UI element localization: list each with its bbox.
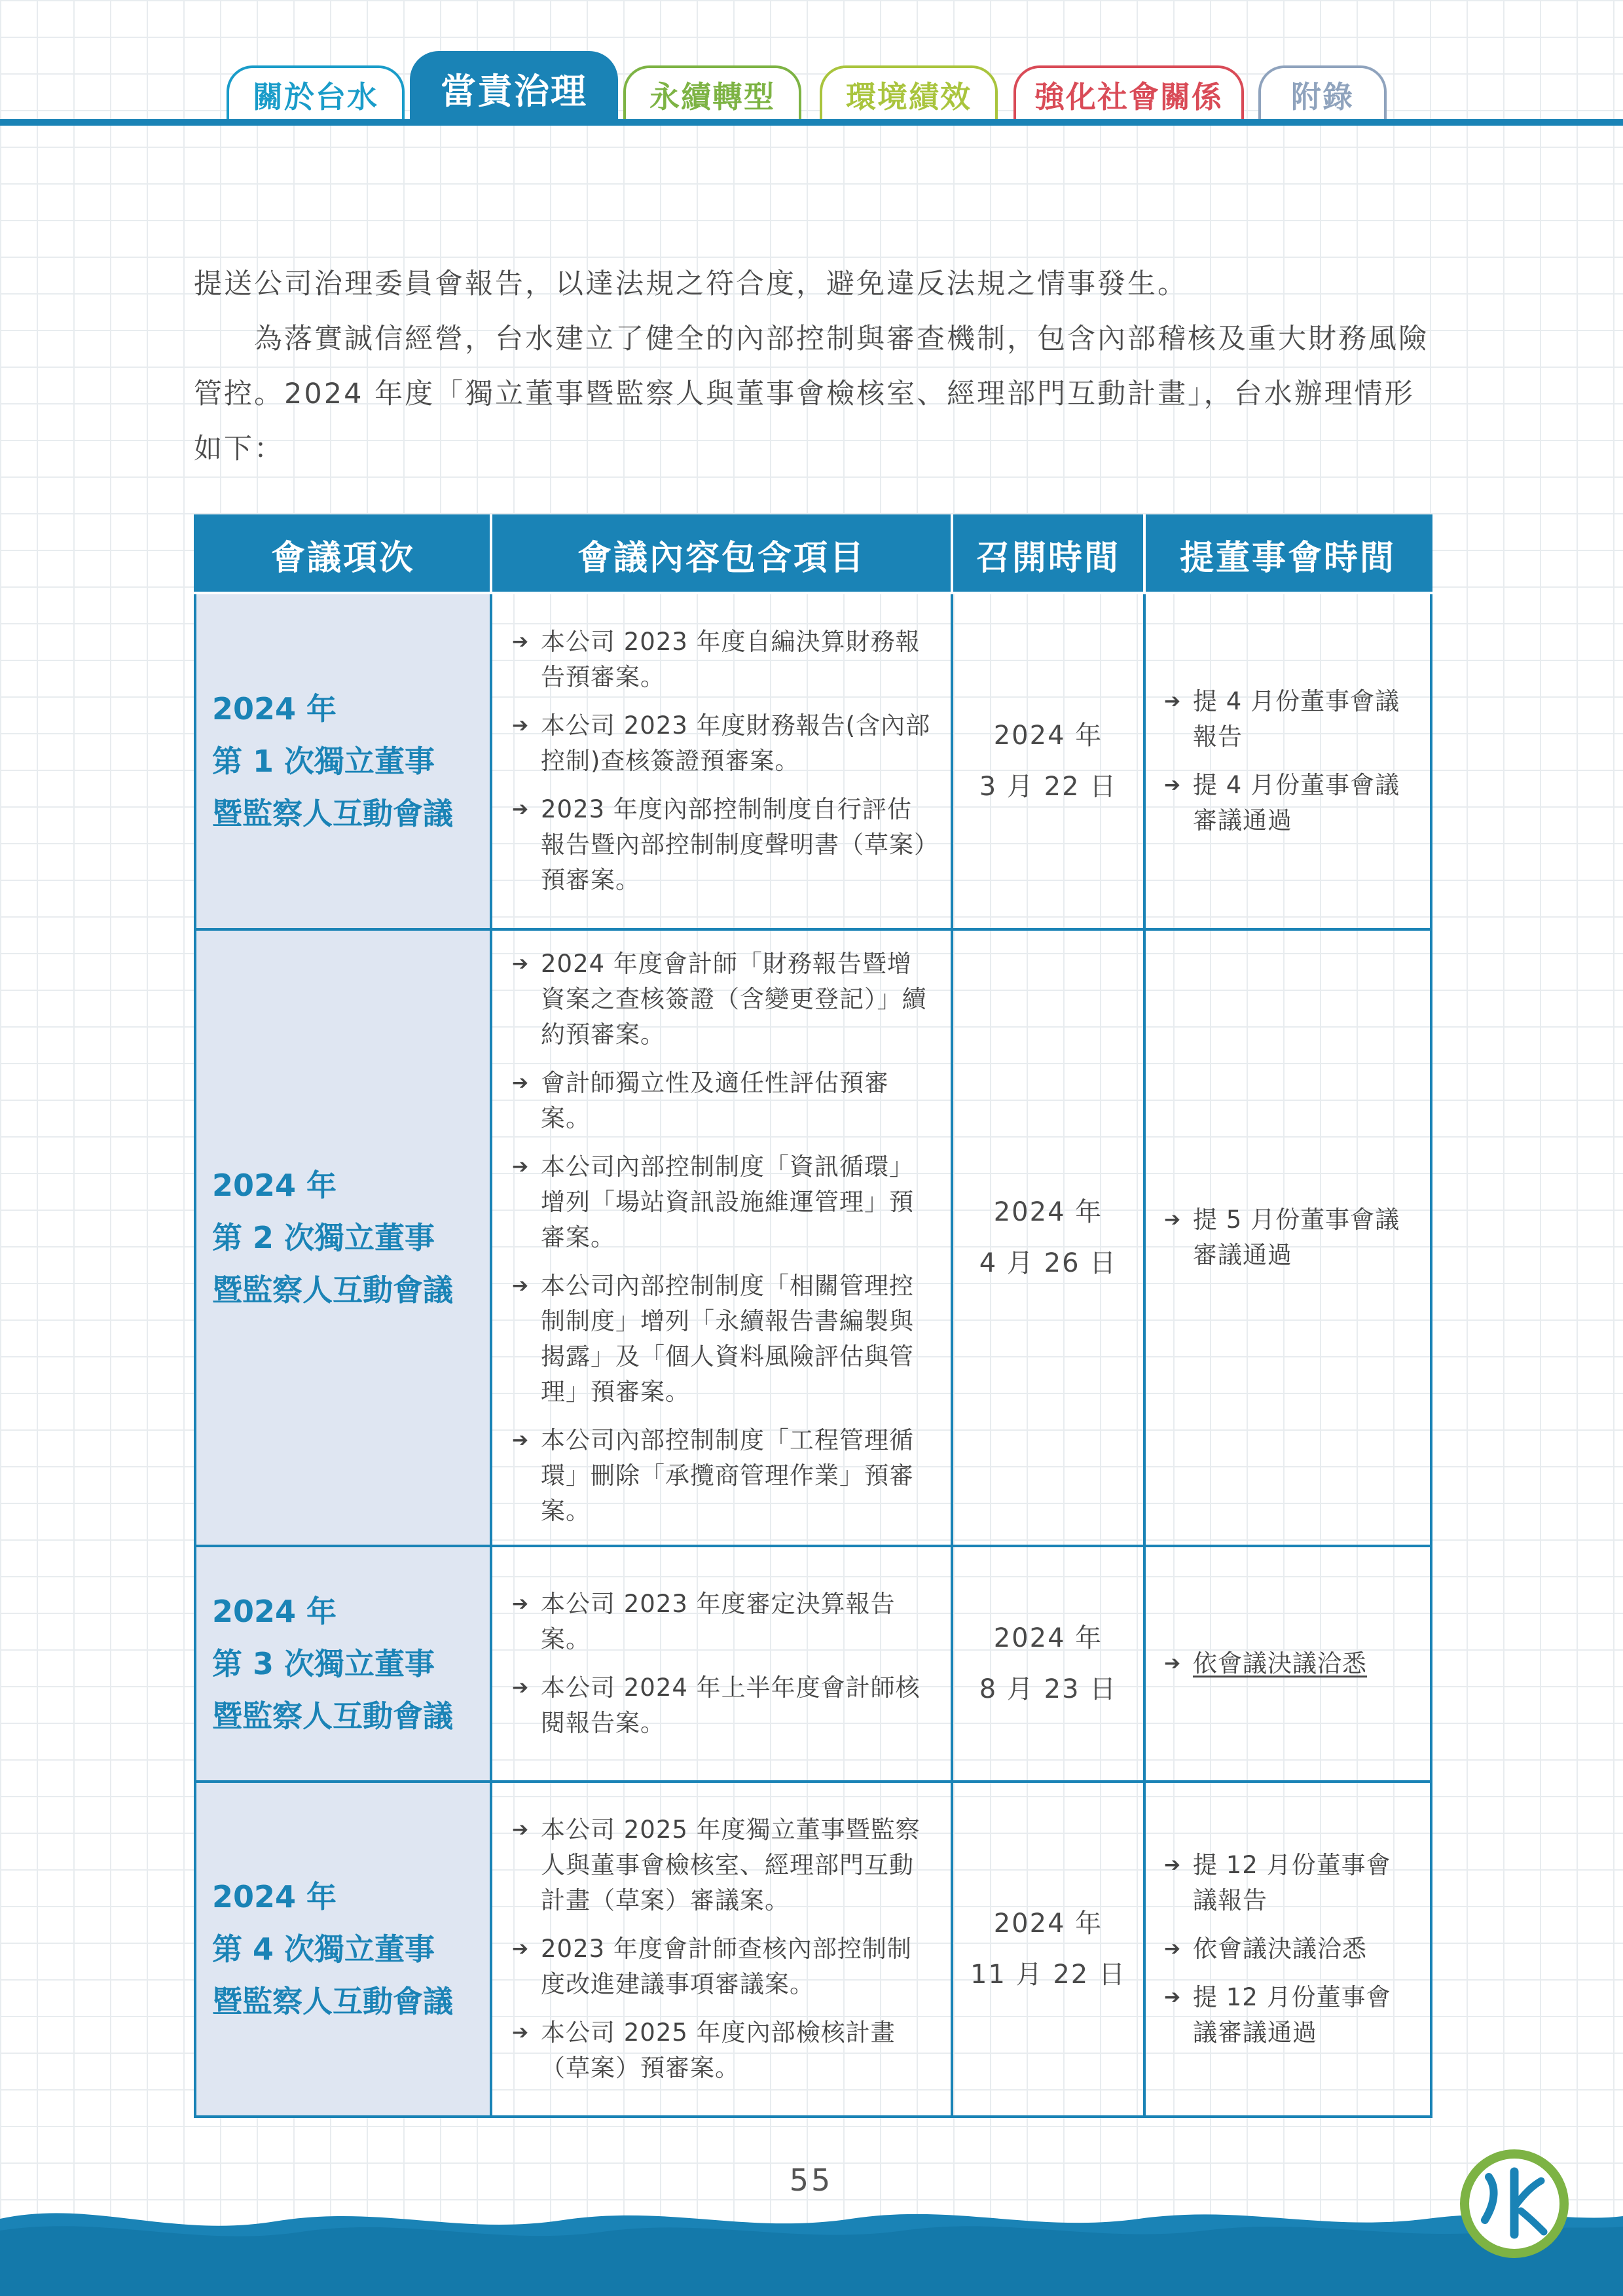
meeting-name: 2024 年 第 2 次獨立董事 暨監察人互動會議 [195,929,491,1546]
board-submission [1144,593,1431,929]
list-item: ➔ 本公司內部控制制度「相關管理控制制度」增列「永續報告書編製與揭露」及「個人資料風險評估與管理」預審案。 [512,1268,931,1410]
meeting-items [491,593,952,929]
table-header-row [195,516,1431,593]
list-item: ➔ 本公司 2025 年度獨立董事暨監察人與董事會檢核室、經理部門互動計畫（草案）審議案。 [512,1812,931,1918]
arrow-right-icon: ➔ [512,714,530,737]
arrow-right-icon: ➔ [1164,1937,1182,1960]
list-item: ➔ 本公司 2023 年度自編決算財務報告預審案。 [512,624,931,695]
meeting-table [194,514,1432,2118]
list-item: ➔ 本公司內部控制制度「工程管理循環」刪除「承攬商管理作業」預審案。 [512,1423,931,1529]
board-submission [1144,929,1431,1546]
list-item: ➔ 本公司內部控制制度「資訊循環」增列「場站資訊設施維運管理」預審案。 [512,1149,931,1255]
list-item: ➔ 本公司 2024 年上半年度會計師核閱報告案。 [512,1670,931,1741]
arrow-right-icon: ➔ [512,1937,530,1960]
arrow-right-icon: ➔ [512,798,530,821]
arrow-right-icon: ➔ [1164,1854,1182,1876]
meeting-name: 2024 年 第 1 次獨立董事 暨監察人互動會議 [195,593,491,929]
arrow-right-icon: ➔ [1164,690,1182,713]
arrow-right-icon: ➔ [512,1818,530,1841]
board-submission [1144,1546,1431,1782]
meeting-items [491,1546,952,1782]
tab-social-relations[interactable]: 強化社會關係 [1013,65,1244,122]
arrow-right-icon: ➔ [512,1429,530,1452]
section-tab-bar [0,0,1623,131]
list-item: ➔ 提 12 月份董事會議審議通過 [1164,1980,1410,2051]
arrow-right-icon: ➔ [512,1676,530,1699]
arrow-right-icon: ➔ [512,1274,530,1297]
header-meeting-item: 會議項次 [195,516,491,593]
list-item: ➔ 依會議決議洽悉 [1164,1646,1410,1681]
tab-environment[interactable]: 環境績效 [820,65,998,122]
paragraph-compliance: 提送公司治理委員會報告，以達法規之符合度，避免違反法規之情事發生。 [194,268,1188,300]
tab-sustainability-transformation[interactable]: 永續轉型 [623,65,801,122]
board-submission [1144,1782,1431,2117]
arrow-right-icon: ➔ [512,2021,530,2044]
tab-governance[interactable]: 當責治理 [410,51,618,123]
table-row [195,1782,1431,2117]
taiwan-water-logo [1459,2148,1570,2259]
arrow-right-icon: ➔ [512,630,530,653]
header-board-date: 提董事會時間 [1144,516,1431,593]
meeting-date: 2024 年 3 月 22 日 [952,593,1144,929]
meeting-name: 2024 年 第 3 次獨立董事 暨監察人互動會議 [195,1546,491,1782]
meeting-date: 2024 年 8 月 23 日 [952,1546,1144,1782]
list-item: ➔ 本公司 2023 年度財務報告(含內部控制)查核簽證預審案。 [512,708,931,779]
header-meeting-content: 會議內容包含項目 [491,516,952,593]
meeting-date: 2024 年 4 月 26 日 [952,929,1144,1546]
footer-wave [0,2193,1623,2296]
meeting-items [491,929,952,1546]
page-number: 55 [789,2162,833,2198]
arrow-right-icon: ➔ [1164,1652,1182,1675]
header-meeting-date: 召開時間 [952,516,1144,593]
list-item: ➔ 本公司 2025 年度內部檢核計畫（草案）預審案。 [512,2015,931,2086]
list-item: ➔ 提 12 月份董事會議報告 [1164,1848,1410,1918]
table-row [195,593,1431,929]
arrow-right-icon: ➔ [1164,1986,1182,2009]
list-item: ➔ 會計師獨立性及適任性評估預審案。 [512,1066,931,1136]
list-item: ➔ 2023 年度內部控制制度自行評估報告暨內部控制制度聲明書（草案）預審案。 [512,792,931,898]
arrow-right-icon: ➔ [512,952,530,975]
list-item: ➔ 提 5 月份董事會議審議通過 [1164,1202,1410,1273]
arrow-right-icon: ➔ [1164,1208,1182,1231]
tab-underline [0,119,1623,126]
arrow-right-icon: ➔ [512,1592,530,1615]
list-item: ➔ 本公司 2023 年度審定決算報告案。 [512,1587,931,1657]
paragraph-integrity: 為落實誠信經營，台水建立了健全的內部控制與審查機制，包含內部稽核及重大財務風險管控。2024 年度「獨立董事暨監察人與董事會檢核室、經理部門互動計畫」，台水辦理情形如下： [194,323,1429,465]
tab-appendix[interactable]: 附錄 [1258,65,1387,122]
arrow-right-icon: ➔ [512,1155,530,1178]
list-item: ➔ 提 4 月份董事會議報告 [1164,684,1410,755]
tab-about[interactable]: 關於台水 [227,65,405,122]
list-item: ➔ 2023 年度會計師查核內部控制制度改進建議事項審議案。 [512,1931,931,2002]
meeting-items [491,1782,952,2117]
meeting-name: 2024 年 第 4 次獨立董事 暨監察人互動會議 [195,1782,491,2117]
list-item: ➔ 提 4 月份董事會議審議通過 [1164,768,1410,838]
list-item: ➔ 2024 年度會計師「財務報告暨增資案之查核簽證（含變更登記）」續約預審案。 [512,946,931,1052]
arrow-right-icon: ➔ [1164,774,1182,797]
meeting-date: 2024 年 11 月 22 日 [952,1782,1144,2117]
arrow-right-icon: ➔ [512,1071,530,1094]
list-item: ➔ 依會議決議洽悉 [1164,1931,1410,1967]
table-row [195,929,1431,1546]
table-row [195,1546,1431,1782]
